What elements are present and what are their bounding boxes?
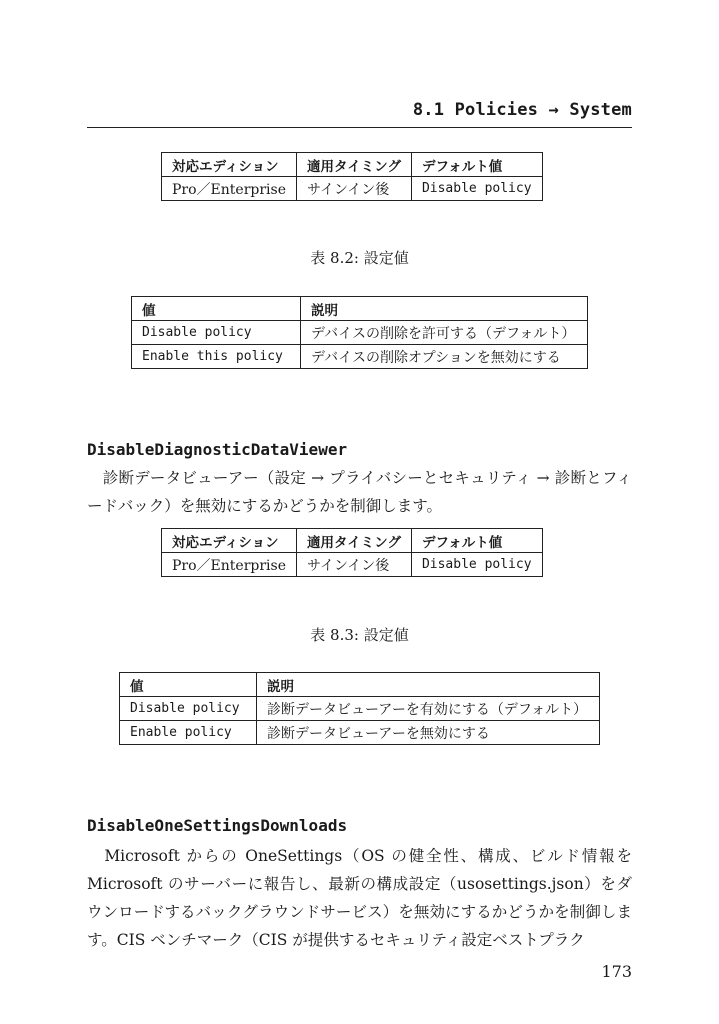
table-header-cell: 説明 xyxy=(301,297,588,321)
edition-table-mid xyxy=(161,528,543,577)
values-table-8-2 xyxy=(131,296,588,369)
table-header-cell: 適用タイミング xyxy=(296,529,411,553)
table-cell: Pro／Enterprise xyxy=(162,177,297,201)
table-header-cell: 対応エディション xyxy=(162,153,297,177)
table-row xyxy=(120,697,600,721)
table-header-cell: 値 xyxy=(132,297,301,321)
edition-table-top xyxy=(161,152,543,201)
table-header-cell: デフォルト値 xyxy=(411,529,542,553)
table-cell: 診断データビューアーを有効にする（デフォルト） xyxy=(257,697,600,721)
table-cell: デバイスの削除を許可する（デフォルト） xyxy=(301,321,588,345)
table-row xyxy=(132,321,588,345)
table-row xyxy=(120,721,600,745)
section-paragraph: Microsoft からの OneSettings（OS の健全性、構成、ビルド情報を Microsoft のサーバーに報告し、最新の構成設定（usosettings.json）をダウンロードするバックグラウンドサービス）を無効にするかどうかを制御します。CIS ベンチマーク（CIS が提供するセキュリティ設定ベストプラク xyxy=(87,847,632,949)
table-cell: サインイン後 xyxy=(296,177,411,201)
table-row xyxy=(162,177,543,201)
section-title-one-settings-downloads: DisableOneSettingsDownloads xyxy=(87,816,348,835)
table-header-row xyxy=(162,529,543,553)
section-title-diagnostic-data-viewer: DisableDiagnosticDataViewer xyxy=(87,440,348,459)
table-cell: Disable policy xyxy=(411,553,542,577)
table-cell: Disable policy xyxy=(132,321,301,345)
table-cell: サインイン後 xyxy=(296,553,411,577)
table-header-row xyxy=(132,297,588,321)
table-header-cell: 適用タイミング xyxy=(296,153,411,177)
running-head: 8.1 Policies → System xyxy=(412,100,632,120)
section-paragraph: 診断データビューアー（設定 → プライバシーとセキュリティ → 診断とフィードバック）を無効にするかどうかを制御します。 xyxy=(87,469,632,515)
table-header-row xyxy=(120,673,600,697)
table-caption: 表 8.3: 設定値 xyxy=(310,626,409,644)
values-table-8-3 xyxy=(119,672,600,745)
table-cell: Disable policy xyxy=(411,177,542,201)
table-header-cell: 対応エディション xyxy=(162,529,297,553)
header-rule xyxy=(87,127,632,128)
table-header-cell: デフォルト値 xyxy=(411,153,542,177)
table-cell: 診断データビューアーを無効にする xyxy=(257,721,600,745)
table-cell: Pro／Enterprise xyxy=(162,553,297,577)
table-header-cell: 説明 xyxy=(257,673,600,697)
table-header-row xyxy=(162,153,543,177)
page-number: 173 xyxy=(601,962,632,981)
table-header-cell: 値 xyxy=(120,673,257,697)
table-cell: Enable policy xyxy=(120,721,257,745)
table-row xyxy=(162,553,543,577)
table-cell: デバイスの削除オプションを無効にする xyxy=(301,345,588,369)
table-row xyxy=(132,345,588,369)
table-cell: Enable this policy xyxy=(132,345,301,369)
table-cell: Disable policy xyxy=(120,697,257,721)
table-caption: 表 8.2: 設定値 xyxy=(310,249,409,267)
